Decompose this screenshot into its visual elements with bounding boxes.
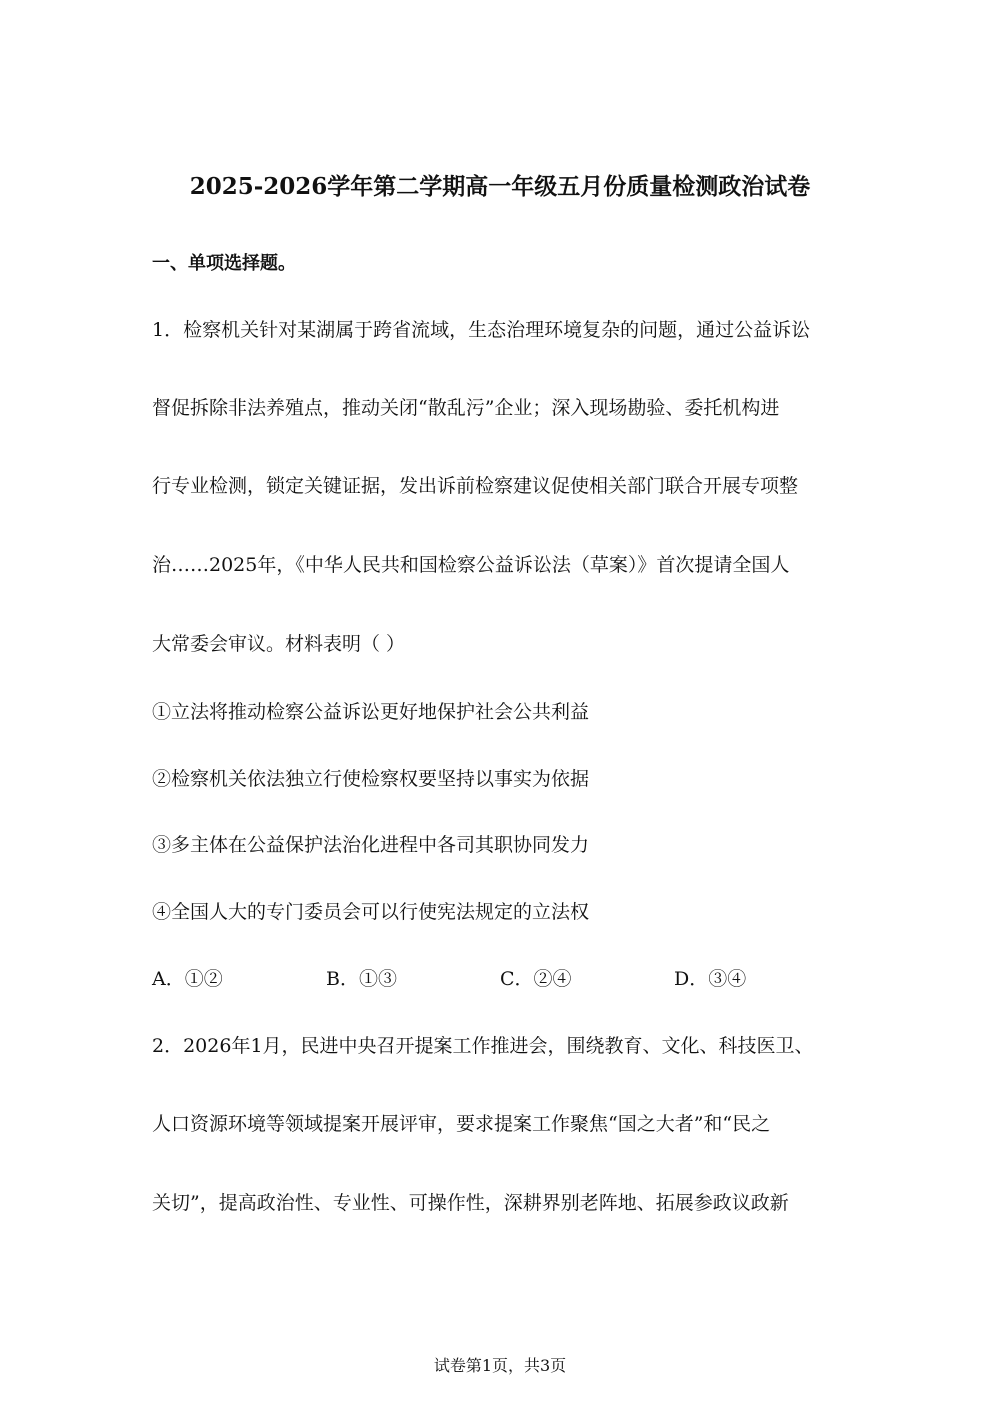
section-heading: 一、单项选择题。	[152, 253, 296, 274]
statement-1: ①立法将推动检察公益诉讼更好地保护社会公共利益	[152, 701, 590, 723]
question-1-line: 督促拆除非法养殖点，推动关闭“散乱污”企业；深入现场勘验、委托机构进	[152, 397, 780, 419]
exam-title: 2025-2026学年第二学期高一年级五月份质量检测政治试卷	[189, 173, 811, 200]
page-footer: 试卷第1页，共3页	[433, 1356, 567, 1375]
option-a: A．①②	[152, 968, 223, 990]
question-1-line: 治……2025年，《中华人民共和国检察公益诉讼法（草案）》首次提请全国人	[152, 554, 790, 576]
question-2-line: 关切”，提高政治性、专业性、可操作性，深耕界别老阵地、拓展参政议政新	[152, 1192, 789, 1214]
statement-4: ④全国人大的专门委员会可以行使宪法规定的立法权	[152, 901, 590, 923]
option-d: D．③④	[674, 968, 747, 990]
statement-3: ③多主体在公益保护法治化进程中各司其职协同发力	[152, 834, 590, 856]
option-c: C．②④	[500, 968, 572, 990]
question-2-line: 人口资源环境等领域提案开展评审，要求提案工作聚焦“国之大者”和“民之	[152, 1113, 771, 1135]
question-1-line: 行专业检测，锁定关键证据，发出诉前检察建议促使相关部门联合开展专项整	[152, 475, 799, 497]
answer-options	[152, 967, 852, 991]
question-1-line: 1．检察机关针对某湖属于跨省流域，生态治理环境复杂的问题，通过公益诉讼	[152, 319, 811, 341]
question-1-line: 大常委会审议。材料表明（ ）	[152, 633, 406, 655]
statement-2: ②检察机关依法独立行使检察权要坚持以事实为依据	[152, 768, 590, 790]
option-b: B．①③	[326, 968, 397, 990]
question-2-line: 2．2026年1月，民进中央召开提案工作推进会，围绕教育、文化、科技医卫、	[152, 1035, 814, 1057]
